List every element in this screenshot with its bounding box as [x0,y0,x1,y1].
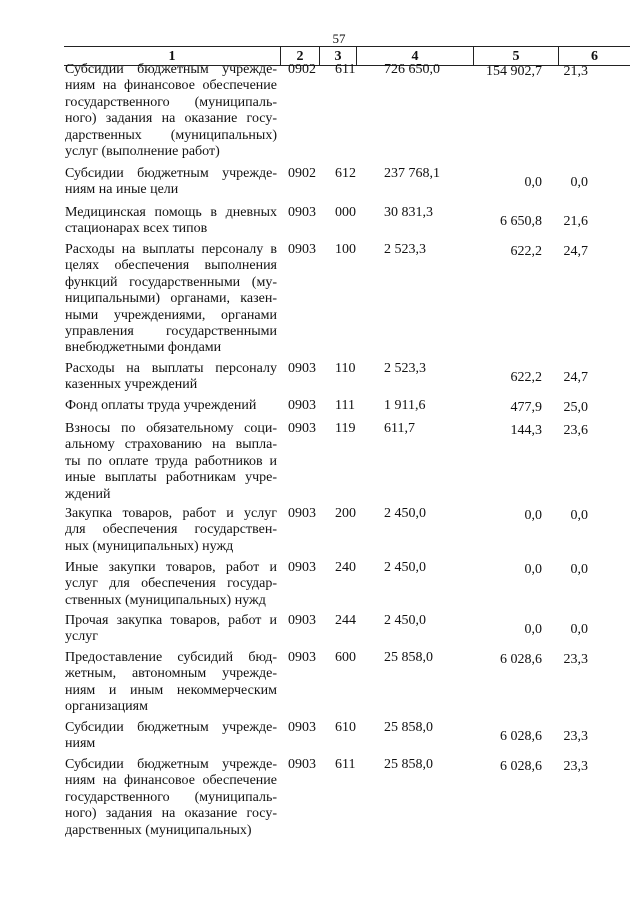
description-line: для обеспечения государствен- [65,522,277,538]
plan-amount-cell: 726 650,0 [384,62,440,77]
section-code-cell: 0903 [288,361,316,376]
plan-amount-cell: 30 831,3 [384,205,433,220]
header-col-2: 2 [280,47,319,65]
description-line: услуг (выполнение работ) [65,144,220,160]
percent-cell: 25,0 [563,400,588,415]
description-line: услуг для обеспечения государ- [65,576,277,592]
description-line: услуг [65,629,98,645]
expense-code-cell: 100 [335,242,356,257]
plan-amount-cell: 2 450,0 [384,613,426,628]
plan-amount-cell: 1 911,6 [384,398,426,413]
description-line: Субсидии бюджетным учрежде- [65,62,277,77]
percent-cell: 0,0 [570,175,588,190]
description-line: государственного (муниципаль- [65,789,277,805]
section-code-cell: 0903 [288,398,316,413]
expense-code-cell: 612 [335,166,356,181]
row-description [65,62,277,160]
description-line: ных (муниципальных) нужд [65,538,234,554]
description-line: ного) задания на оказание госу- [65,111,277,127]
row-description [65,560,277,609]
actual-amount-cell: 0,0 [524,622,542,637]
description-line: ниям [65,736,96,752]
description-line: ты по оплате труда работников и [65,453,277,469]
description-line: ниям на финансовое обеспечение [65,773,277,789]
description-line: Фонд оплаты труда учреждений [65,398,257,413]
actual-amount-cell: 6 028,6 [500,729,542,744]
description-line: управления государственными [65,324,277,340]
actual-amount-cell: 622,2 [510,244,542,259]
actual-amount-cell: 0,0 [524,508,542,523]
section-code-cell: 0903 [288,757,316,772]
description-line: Субсидии бюджетным учрежде- [65,166,277,181]
section-code-cell: 0903 [288,421,316,436]
expense-code-cell: 110 [335,361,356,376]
expense-code-cell: 000 [335,205,356,220]
plan-amount-cell: 611,7 [384,421,415,436]
actual-amount-cell: 477,9 [510,400,542,415]
plan-amount-cell: 25 858,0 [384,720,433,735]
percent-cell: 21,6 [563,214,588,229]
expense-code-cell: 611 [335,62,356,77]
row-description [65,398,277,414]
actual-amount-cell: 622,2 [510,370,542,385]
description-line: внебюджетными фондами [65,340,222,356]
header-col-3: 3 [319,47,356,65]
actual-amount-cell: 6 650,8 [500,214,542,229]
expense-code-cell: 610 [335,720,356,735]
description-line: дарственных (муниципальных) [65,127,277,143]
description-line: Медицинская помощь в дневных [65,205,277,220]
percent-cell: 0,0 [570,622,588,637]
description-line: организациям [65,699,148,715]
section-code-cell: 0903 [288,242,316,257]
header-col-1: 1 [168,49,176,64]
description-line: Прочая закупка товаров, работ и [65,613,277,628]
percent-cell: 24,7 [563,244,588,259]
row-description [65,650,277,716]
description-line: целях обеспечения выполнения [65,258,277,274]
actual-amount-cell: 6 028,6 [500,652,542,667]
section-code-cell: 0903 [288,613,316,628]
description-line: Иные закупки товаров, работ и [65,560,277,575]
percent-cell: 24,7 [563,370,588,385]
row-description [65,205,277,238]
expense-code-cell: 244 [335,613,356,628]
section-code-cell: 0903 [288,506,316,521]
description-line: ниям на иные цели [65,182,179,198]
section-code-cell: 0903 [288,650,316,665]
section-code-cell: 0902 [288,166,316,181]
plan-amount-cell: 2 450,0 [384,506,426,521]
expense-code-cell: 600 [335,650,356,665]
description-line: Расходы на выплаты персоналу [65,361,277,376]
row-description [65,421,277,503]
row-description [65,242,277,357]
header-col-6: 6 [558,47,630,65]
description-line: дарственных (муниципальных) [65,822,252,838]
expense-code-cell: 240 [335,560,356,575]
plan-amount-cell: 25 858,0 [384,757,433,772]
percent-cell: 0,0 [570,508,588,523]
section-code-cell: 0903 [288,205,316,220]
row-description [65,757,277,839]
description-line: стационарах всех типов [65,221,208,237]
description-line: Субсидии бюджетным учрежде- [65,757,277,772]
actual-amount-cell: 6 028,6 [500,759,542,774]
description-line: Взносы по обязательному соци- [65,421,277,436]
expense-code-cell: 119 [335,421,356,436]
description-line: иные выплаты работникам учре- [65,470,277,486]
description-line: казенных учреждений [65,377,198,393]
description-line: Субсидии бюджетным учрежде- [65,720,277,735]
description-line: жетным, автономным учрежде- [65,666,277,682]
description-line: ного) задания на оказание госу- [65,806,277,822]
row-description [65,613,277,646]
page-number: 57 [332,31,346,46]
percent-cell: 21,3 [563,64,588,79]
actual-amount-cell: 144,3 [510,423,542,438]
description-line: ными учреждениями, органами [65,307,277,323]
row-description [65,166,277,199]
description-line: ниям на финансовое обеспечение [65,78,277,94]
percent-cell: 23,6 [563,423,588,438]
header-col-4: 4 [356,47,473,65]
percent-cell: 0,0 [570,562,588,577]
header-col-5: 5 [473,47,558,65]
plan-amount-cell: 25 858,0 [384,650,433,665]
description-line: альному страхованию на выпла- [65,437,277,453]
description-line: ниципальными) органами, казен- [65,291,277,307]
description-line: Закупка товаров, работ и услуг [65,506,277,521]
description-line: ственных (муниципальных) нужд [65,592,266,608]
actual-amount-cell: 0,0 [524,175,542,190]
row-description [65,720,277,753]
expense-code-cell: 111 [335,398,355,413]
percent-cell: 23,3 [563,652,588,667]
actual-amount-cell: 154 902,7 [486,64,542,79]
plan-amount-cell: 2 450,0 [384,560,426,575]
expense-code-cell: 200 [335,506,356,521]
description-line: ждений [65,486,111,502]
percent-cell: 23,3 [563,729,588,744]
description-line: государственного (муниципаль- [65,94,277,110]
actual-amount-cell: 0,0 [524,562,542,577]
section-code-cell: 0903 [288,720,316,735]
row-description [65,361,277,394]
section-code-cell: 0903 [288,560,316,575]
description-line: ниям и иным некоммерческим [65,682,277,698]
description-line: Предоставление субсидий бюд- [65,650,277,665]
plan-amount-cell: 2 523,3 [384,242,426,257]
description-line: функций государственными (му- [65,274,277,290]
description-line: Расходы на выплаты персоналу в [65,242,277,257]
plan-amount-cell: 237 768,1 [384,166,440,181]
percent-cell: 23,3 [563,759,588,774]
row-description [65,506,277,555]
expense-code-cell: 611 [335,757,356,772]
plan-amount-cell: 2 523,3 [384,361,426,376]
section-code-cell: 0902 [288,62,316,77]
